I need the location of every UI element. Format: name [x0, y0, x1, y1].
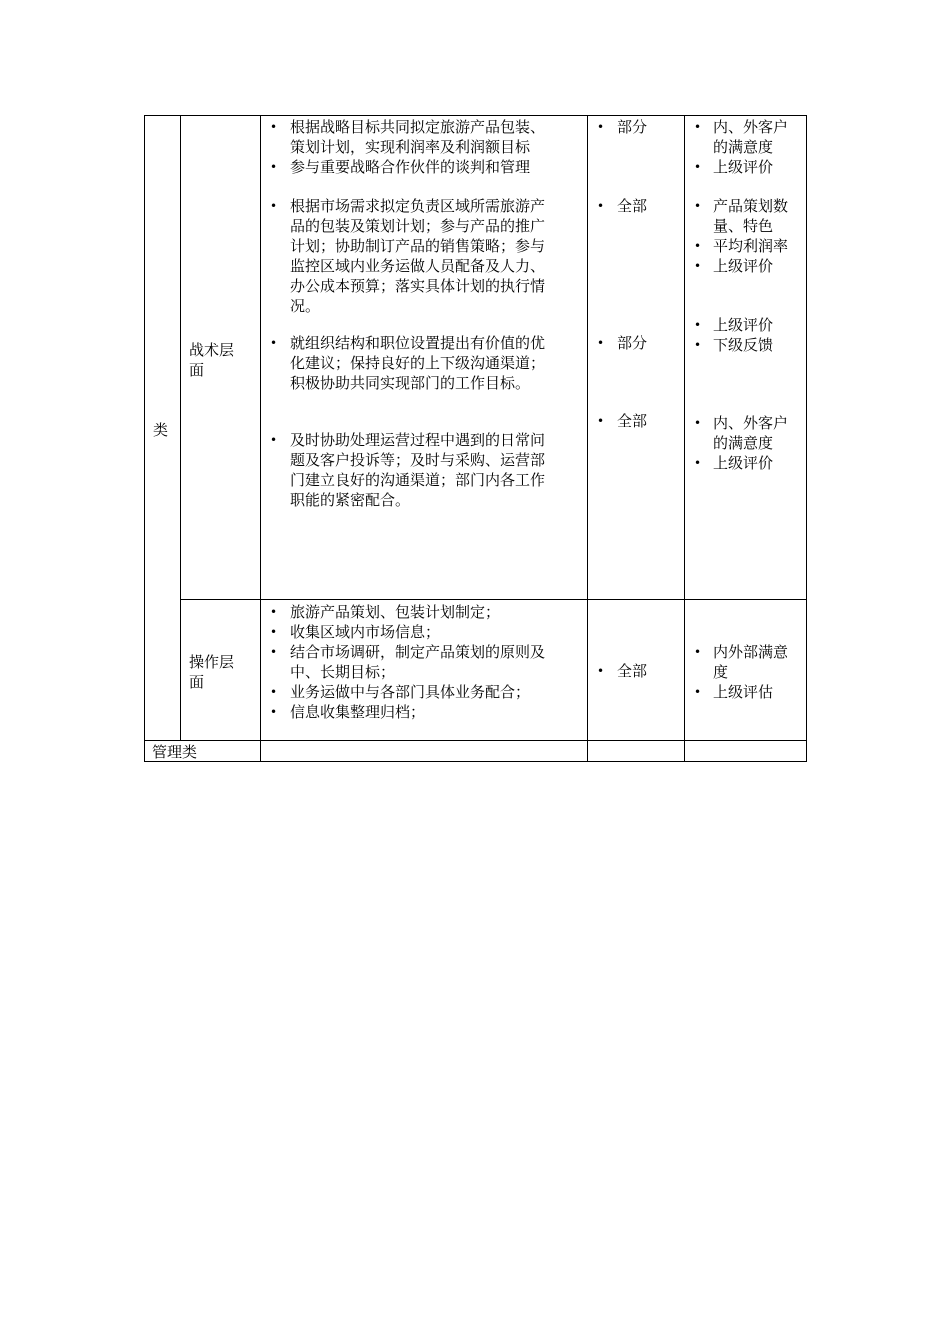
bullet-icon: •	[270, 705, 278, 719]
table-border-right	[806, 115, 807, 762]
category-label: 类	[153, 421, 169, 439]
table-border-measure	[684, 115, 685, 762]
bullet-icon: •	[270, 199, 278, 213]
table-border-top	[144, 115, 807, 116]
table-border-bottom	[144, 761, 807, 762]
bullet-icon: •	[597, 199, 605, 213]
bullet-icon: •	[270, 685, 278, 699]
bullet-icon: •	[270, 645, 278, 659]
bullet-icon: •	[597, 336, 605, 350]
bullet-icon: •	[270, 160, 278, 174]
bullet-icon: •	[694, 199, 702, 213]
document-page: 类 管理类 战术层 面 • 根据战略目标共同拟定旅游产品包装、 策划计划，实现利润率及利润额目标 • 参与重要战略合作伙伴的谈判和管理 • 根据市场需求拟定负责区域所需旅游产 品的包装及策划计划；参与产品的推广 计划；协助制订产品的销售策略；参与 监控区域内业务运做人员配备及人力、 办公成本预算；落实具体计划的执行情 况。 • 就组织结构和职位设置提出有价值的优 化建议；保持良好的上下级沟通渠道； 积极协助共同实现部门的工作目标。 • 及时协助处理运营过程中遇到的日常问 题及客户投诉等；及时与采购、运营部 门建立良好的沟通渠道；部门内各工作 职能的紧密配合。 • 部分 • 全部 • 部分 • 全部 • 内、外客户 的满意度 • 上级评价 • 产品策划数 量、特色 • 平均利润率 • 上级评价 • 上级评价 • 下级反馈 • 内、外客户 的满意度 • 上级评价 操作层 面 • 旅游产品策划、包装计划制定； • 收集区域内市场信息； • 结合市场调研，制定产品策划的原则及 中、长期目标； • 业务运做中与各部门具体业务配合； • 信息收集整理归档； • 全部 • 内外部满意 度 • 上级评估	[0, 0, 950, 1344]
bullet-icon: •	[270, 120, 278, 134]
bullet-icon: •	[694, 645, 702, 659]
bullet-icon: •	[270, 336, 278, 350]
bullet-icon: •	[694, 416, 702, 430]
table-border-left	[144, 115, 145, 762]
table-border-row-split	[180, 599, 807, 600]
bullet-icon: •	[694, 456, 702, 470]
bullet-icon: •	[694, 338, 702, 352]
bullet-icon: •	[694, 120, 702, 134]
bullet-icon: •	[270, 625, 278, 639]
bullet-icon: •	[694, 318, 702, 332]
bullet-icon: •	[597, 414, 605, 428]
table-border-level	[180, 115, 181, 741]
bullet-icon: •	[694, 239, 702, 253]
bullet-icon: •	[270, 605, 278, 619]
bullet-icon: •	[694, 160, 702, 174]
bullet-icon: •	[597, 120, 605, 134]
table-border-resp	[260, 115, 261, 762]
bullet-icon: •	[597, 664, 605, 678]
bullet-icon: •	[694, 685, 702, 699]
bullet-icon: •	[270, 433, 278, 447]
table-border-management	[144, 740, 807, 741]
bullet-icon: •	[694, 259, 702, 273]
management-category-label: 管理类	[152, 743, 198, 761]
table-border-scope	[587, 115, 588, 762]
